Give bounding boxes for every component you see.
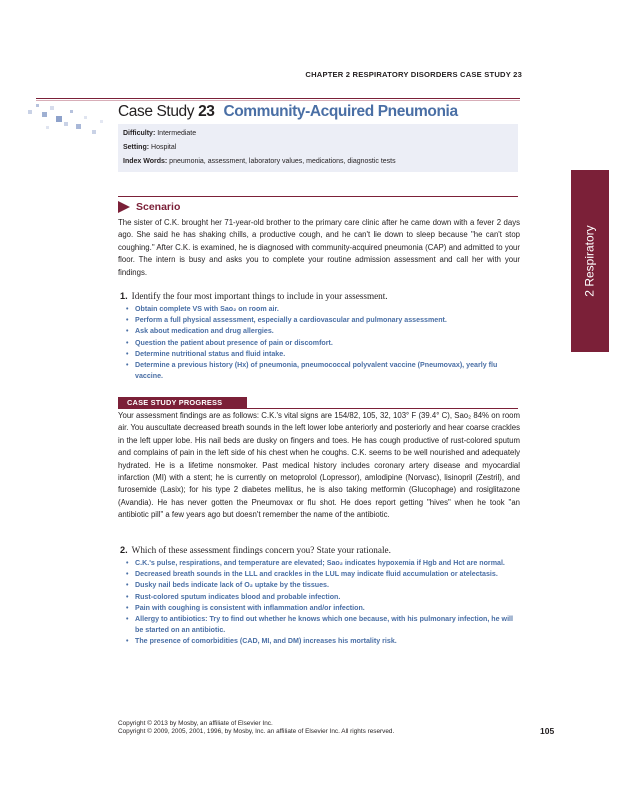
running-head: CHAPTER 2 RESPIRATORY DISORDERS CASE STUDY 23 — [305, 70, 522, 79]
answer-item: • C.K.'s pulse, respirations, and temperature are elevated; Sao₂ indicates hypoxemia if Hgb and Hct are normal. — [125, 558, 520, 569]
answer-item: • The presence of comorbidities (CAD, MI, and DM) increases his mortality risk. — [125, 636, 520, 647]
scenario-rule — [118, 196, 518, 197]
question-2-answers — [125, 558, 520, 648]
answer-item: • Dusky nail beds indicate lack of O₂ uptake by the tissues. — [125, 580, 520, 591]
decorative-dots — [26, 100, 116, 150]
case-study-progress-heading: CASE STUDY PROGRESS — [118, 397, 247, 408]
difficulty-line — [123, 130, 196, 137]
question-1-number: 1. — [120, 291, 128, 301]
copyright-line: Copyright © 2009, 2005, 2001, 1996, by Mosby, Inc. an affiliate of Elsevier Inc. All rights reserved. — [118, 728, 395, 735]
chapter-side-tab-label: 2 Respiratory — [583, 225, 597, 297]
scenario-arrow-icon — [118, 201, 130, 213]
question-2-text: Which of these assessment findings concern you? State your rationale. — [131, 545, 391, 555]
index-words-value: pneumonia, assessment, laboratory values, medications, diagnostic tests — [169, 158, 396, 165]
answer-item: • Pain with coughing is consistent with inflammation and/or infection. — [125, 603, 520, 614]
answer-item: • Perform a full physical assessment, especially a cardiovascular and pulmonary assessment. — [125, 315, 520, 326]
title-rule-thin — [36, 100, 520, 101]
case-title — [118, 103, 458, 121]
case-title-number: 23 — [198, 103, 215, 120]
question-1-text: Identify the four most important things to include in your assessment. — [131, 291, 388, 301]
answer-item: • Allergy to antibiotics: Try to find out whether he knows which one because, with his pulmonary infection, he will be started on an antibiotic. — [125, 614, 520, 636]
copyright-line: Copyright © 2013 by Mosby, an affiliate of Elsevier Inc. — [118, 720, 273, 727]
question-2 — [120, 545, 520, 555]
setting-value: Hospital — [151, 144, 177, 151]
case-title-label: Case Study — [118, 103, 195, 120]
difficulty-value: Intermediate — [157, 130, 197, 137]
question-1-answers — [125, 304, 520, 382]
chapter-side-tab-label-wrap — [571, 170, 609, 352]
answer-item: • Rust-colored sputum indicates blood and probable infection. — [125, 592, 520, 603]
case-title-name: Community-Acquired Pneumonia — [223, 103, 458, 120]
scenario-text: The sister of C.K. brought her 71-year-old brother to the primary care clinic after he came down with a fever 2 days ago. She said he has shaking chills, a productive cough, and he can't lie down to sleep because "he can't stop coughing." After C.K. is examined, he is diagnosed with community-acquired pneumonia (CAP) and admitted to your floor. The intern is busy and asks you to complete your routine admission assessment and call her with your findings. — [118, 218, 520, 277]
question-2-number: 2. — [120, 545, 128, 555]
difficulty-label: Difficulty: — [123, 130, 156, 137]
page-number: 105 — [540, 726, 555, 736]
setting-label: Setting: — [123, 144, 150, 151]
title-rule — [36, 98, 520, 99]
answer-item: • Determine a previous history (Hx) of pneumonia, pneumococcal polyvalent vaccine (Pneumovax), yearly flu vaccine. — [125, 360, 520, 382]
answer-item: • Ask about medication and drug allergies. — [125, 326, 520, 337]
index-words-label: Index Words: — [123, 158, 168, 165]
progress-text: Your assessment findings are as follows: C.K.'s vital signs are 154/82, 105, 32, 103° F (39.4° C), Sao₂ 84% on room air. You auscultate decreased breath sounds in the left lower lobe anteriorly and posteriorly and hear coarse crackles in the left upper lobe. His nail beds are dusky on fingers and toes. He has cough productive of rust-colored sputum and complains of pain in the left side of his chest when he coughs. C.K. seems to be well nourished and adequately hydrated. He is a lifetime nonsmoker. Past medical history includes coronary artery disease and myocardial infarction (MI) with a stent; he is currently on metoprolol (Lopressor), amlodipine (Norvasc), lisinopril (Zestril), and furosemide (Lasix); for his type 2 diabetes mellitus, he is also taking metformin (Glucophage) and rosiglitazone (Avandia). He has never gotten the Pneumovax or flu shot. He does report getting "hives" when he took "an antibiotic pill" a few years ago but doesn't remember the name of the antibiotic. — [118, 411, 520, 520]
answer-item: • Decreased breath sounds in the LLL and crackles in the LUL may indicate fluid accumulation or atelectasis. — [125, 569, 520, 580]
scenario-heading: Scenario — [136, 201, 181, 213]
setting-line — [123, 144, 176, 151]
answer-item: • Question the patient about presence of pain or discomfort. — [125, 338, 520, 349]
index-words-line — [123, 158, 396, 165]
answer-item: • Obtain complete VS with Sao₂ on room air. — [125, 304, 520, 315]
question-1 — [120, 291, 520, 301]
answer-item: • Determine nutritional status and fluid intake. — [125, 349, 520, 360]
progress-rule — [118, 408, 518, 409]
